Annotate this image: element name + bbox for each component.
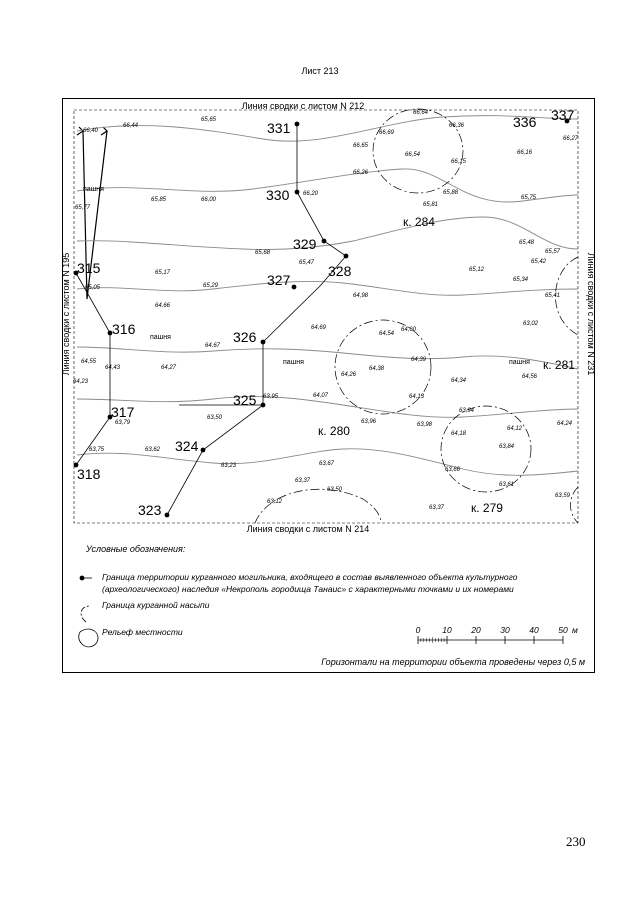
field-label: пашня [83,186,104,193]
spot-height: 64,18 [451,431,467,437]
edge-label-bottom: Линия сводки с листом N 214 [246,524,370,534]
legend-item-relief: Рельеф местности [102,627,183,637]
point-label-326: 326 [233,329,257,345]
mound-k284 [373,109,463,193]
field-label: пашня [283,359,304,366]
spot-height: 65,77 [75,205,91,211]
spot-height: 66,15 [451,159,467,165]
spot-height: 64,24 [557,421,573,427]
site-boundary-lines [76,124,346,515]
kurgan-label-281: к. 281 [543,358,575,372]
scale-unit: м [572,625,578,635]
point-label-325: 325 [233,392,257,408]
spot-height: 66,16 [517,150,533,156]
spot-height: 63,02 [523,321,539,327]
spot-height: 65,47 [299,260,315,266]
mound-bottom [255,489,381,523]
spot-height: 66,20 [303,191,319,197]
spot-height: 64,38 [369,366,385,372]
spot-height: 64,26 [341,372,357,378]
contour-interval-note: Горизонтали на территории объекта проведены через 0,5 м [321,657,585,667]
spot-height: 66,69 [379,130,395,136]
spot-height: 65,88 [443,190,459,196]
spot-height: 63,98 [417,422,433,428]
point-label-331: 331 [267,120,291,136]
mound-k279 [441,406,531,492]
spot-height: 63,23 [221,463,237,469]
boundary-point-dots [74,119,570,518]
spot-height: 63,79 [115,420,131,426]
spot-height: 65,75 [521,195,537,201]
spot-height: 64,34 [451,378,467,384]
mound-boundary-icon [81,606,90,622]
spot-height: 66,65 [353,143,369,149]
spot-height: 63,50 [327,487,343,493]
spot-height: 65,29 [203,283,219,289]
scale-tick-30: 30 [500,625,510,635]
spot-height: 64,67 [205,343,221,349]
spot-height: 65,05 [85,285,101,291]
kurgan-label-280: к. 280 [318,424,350,438]
spot-height: 65,42 [531,259,547,265]
spot-height: 63,50 [207,415,223,421]
spot-height: 63,59 [555,493,571,499]
spot-height: 66,40 [83,128,99,134]
spot-height: 63,96 [361,419,377,425]
point-label-328: 328 [328,263,352,279]
spot-height: 64,43 [105,365,121,371]
point-label-329: 329 [293,236,317,252]
spot-height: 63,94 [459,408,475,414]
spot-height: 64,13 [409,394,425,400]
spot-height: 65,68 [255,250,271,256]
mound-bottom-right [571,487,579,523]
point-label-324: 324 [175,438,199,454]
spot-height: 64,98 [353,293,369,299]
legend-item-mound: Граница курганной насыпи [102,600,210,610]
spot-height: 64,56 [522,374,538,380]
legend [62,540,595,673]
spot-height: 64,60 [401,327,417,333]
spot-height: 63,67 [319,461,335,467]
spot-height: 65,12 [469,267,485,273]
scale-tick-50: 50 [558,625,568,635]
point-label-315: 315 [77,260,101,276]
spot-height: 66,26 [353,170,369,176]
spot-height: 63,95 [263,394,279,400]
kurgan-label-284: к. 284 [403,215,435,229]
spot-height: 64,69 [311,325,327,331]
spot-height: 65,57 [545,249,561,255]
spot-height: 63,66 [445,467,461,473]
scale-tick-40: 40 [529,625,539,635]
spot-height: 66,00 [201,197,217,203]
spot-height: 66,27 [563,136,579,142]
point-label-323: 323 [138,502,162,518]
spot-height: 63,61 [499,482,515,488]
relief-contours [77,116,578,476]
scale-tick-0: 0 [415,625,421,635]
spot-height: 64,66 [155,303,171,309]
spot-height: 64,07 [313,393,329,399]
spot-height: 66,36 [449,123,465,129]
field-label: пашня [509,359,530,366]
spot-height: 64,12 [507,426,523,432]
point-label-318: 318 [77,466,101,482]
spot-height: 65,34 [513,277,529,283]
legend-title: Условные обозначения: [86,544,186,554]
spot-height: 66,44 [123,123,139,129]
point-label-337: 337 [551,107,575,123]
spot-height: 63,12 [267,499,283,505]
scale-tick-10: 10 [442,625,452,635]
spot-height: 66,54 [405,152,421,158]
relief-icon [79,629,98,647]
spot-height: 65,17 [155,270,171,276]
legend-item-boundary: Граница территории курганного могильника, входящего в состав выявленного объекта культурного (археологического) наследия «Некрополь городища Танаис» с характерными точками и их номерами [102,572,518,594]
spot-height: 64,55 [81,359,97,365]
mound-boundaries [255,109,578,523]
edge-label-right: Линия сводки с листом N 231 [586,252,596,376]
sheet-title: Лист 213 [301,66,339,76]
spot-height: 65,85 [151,197,167,203]
spot-height: 63,37 [429,505,445,511]
spot-height: 64,27 [161,365,177,371]
spot-height: 66,64 [413,110,429,116]
scale-bar [412,624,612,654]
scale-tick-20: 20 [471,625,481,635]
page-number: 230 [566,834,586,849]
spot-height: 63,62 [145,447,161,453]
boundary-point-icon [80,576,92,581]
spot-height: 63,75 [89,447,105,453]
spot-height: 64,23 [73,379,89,385]
point-label-336: 336 [513,114,537,130]
point-label-327: 327 [267,272,291,288]
spot-height: 65,48 [519,240,535,246]
spot-height: 65,41 [545,293,561,299]
field-label: пашня [150,334,171,341]
spot-height: 64,39 [411,357,427,363]
point-label-316: 316 [112,321,136,337]
spot-height: 65,81 [423,202,439,208]
point-label-317: 317 [111,404,135,420]
kurgan-label-279: к. 279 [471,501,503,515]
spot-height: 63,84 [499,444,515,450]
spot-height: 65,65 [201,117,217,123]
spot-height: 64,54 [379,331,395,337]
point-label-330: 330 [266,187,290,203]
edge-label-left: Линия сводки с листом N 195 [61,252,71,376]
spot-height: 63,37 [295,478,311,484]
edge-label-top: Линия сводки с листом N 212 [241,101,365,111]
